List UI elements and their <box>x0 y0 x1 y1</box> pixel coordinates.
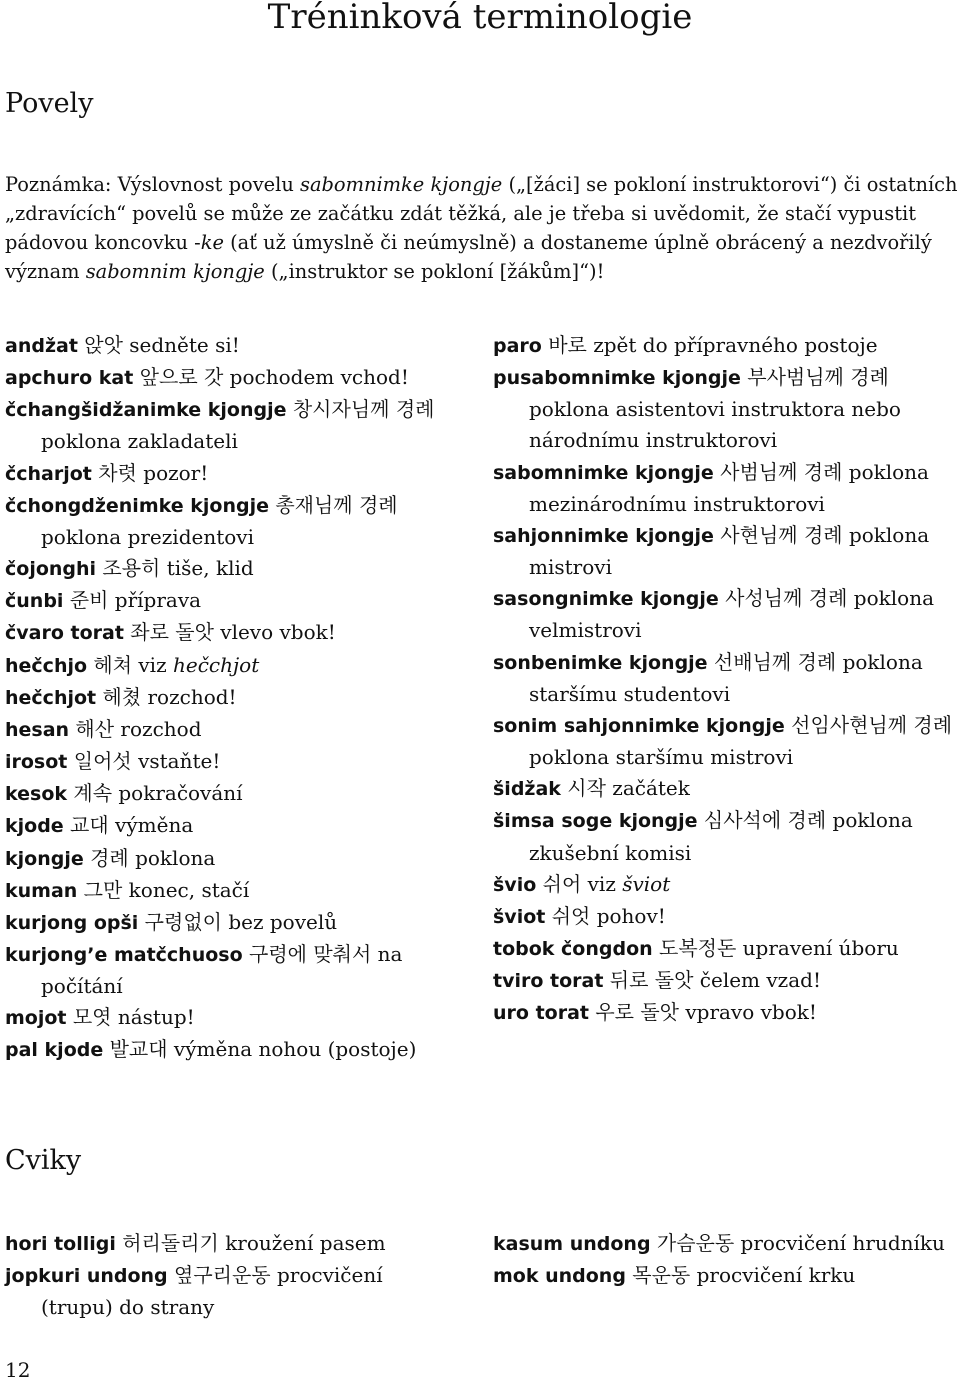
glossary-entry <box>5 650 450 682</box>
glossary-entry <box>493 805 955 868</box>
glossary-entry <box>5 1228 450 1260</box>
glossary-entry <box>5 1034 450 1066</box>
glossary-entry <box>5 553 450 585</box>
glossary-entry <box>493 362 955 456</box>
entry-definition: 옆구리운동 procvičení (trupu) do strany <box>41 1263 383 1320</box>
entry-definition: 해산 rozchod <box>69 716 202 741</box>
glossary-entry <box>493 1228 955 1260</box>
glossary-entry <box>5 490 450 553</box>
entry-definition: 준비 příprava <box>63 588 202 613</box>
glossary-entry <box>493 933 955 965</box>
glossary-entry <box>493 997 955 1029</box>
glossary-entry <box>5 746 450 778</box>
entry-term: irosot <box>5 751 68 774</box>
entry-term: tobok čongdon <box>493 937 653 960</box>
note-text: Poznámka: Výslovnost povelu <box>5 173 300 196</box>
entry-term: pusabomnimke kjongje <box>493 367 741 390</box>
entry-definition: 창시자님께 경례 poklona zakladateli <box>41 397 435 454</box>
glossary-entry <box>493 457 955 520</box>
entry-term: hesan <box>5 718 70 741</box>
glossary-entry <box>493 1260 955 1292</box>
glossary-entry <box>5 330 450 362</box>
entry-term: mok undong <box>493 1265 626 1288</box>
page-title: Tréninková terminologie <box>267 0 693 37</box>
entry-term: andžat <box>5 335 78 357</box>
glossary-entry <box>5 875 450 907</box>
entry-definition: 허리돌리기 kroužení pasem <box>115 1231 386 1255</box>
entry-definition: 조용히 tiše, klid <box>96 556 254 581</box>
entry-term: čchongdženimke kjongje <box>5 494 269 517</box>
entry-term: sabomnimke kjongje <box>493 461 714 484</box>
entry-definition: 선배님께 경례 poklona staršímu studentovi <box>529 649 923 706</box>
entry-term: hečchjo <box>5 654 88 677</box>
entry-term: jopkuri undong <box>5 1265 168 1288</box>
entry-term: čvaro torat <box>5 622 124 645</box>
entry-definition: 일어섯 vstaňte! <box>67 749 221 774</box>
entry-definition: 시작 začátek <box>560 776 690 801</box>
entry-term: apchuro kat <box>5 367 134 390</box>
glossary-entry <box>5 362 450 394</box>
glossary-entry <box>493 869 955 901</box>
glossary-entry <box>493 901 955 933</box>
entry-term: šidžak <box>493 778 561 801</box>
entry-definition: 구령에 맞춰서 na počítání <box>41 941 403 999</box>
entry-term: kesok <box>5 783 68 806</box>
entry-definition: 사범님께 경례 poklona mezinárodnímu instruktorovi <box>529 459 929 516</box>
entry-term: mojot <box>5 1007 67 1030</box>
entry-term: hečchjot <box>5 686 97 709</box>
entry-definition: 심사석에 경례 poklona zkušební komisi <box>529 808 913 865</box>
entry-definition: 우로 돌앗 vpravo vbok! <box>588 1000 817 1025</box>
glossary-entry <box>5 617 450 649</box>
entry-definition: 바로 zpět do přípravného postoje <box>541 333 878 357</box>
entry-term: kurjong opši <box>5 911 139 934</box>
entry-term: šviot <box>493 905 546 928</box>
glossary-entry <box>5 585 450 617</box>
glossary-entry <box>5 939 450 1002</box>
entry-definition: 쉬어 viz <box>536 871 623 896</box>
note-text: („[žáci] se pokloní instruktorovi“) či ostatních „zdravících“ povelů se může ze začátku zdát těžká, ale je třeba si uvědomit, že stačí vypustit pádovou koncovku - <box>5 173 958 254</box>
entry-definition: 도복정돈 upravení úboru <box>652 935 899 960</box>
entry-reference: hečchjot <box>172 652 260 677</box>
note-text: („instruktor se pokloní [žákům]“)! <box>264 260 605 283</box>
entry-term: kjode <box>5 815 64 838</box>
glossary-entry <box>493 520 955 583</box>
entry-term: kuman <box>5 879 78 902</box>
entry-term: pal kjode <box>5 1039 104 1062</box>
glossary-entry <box>493 773 955 805</box>
entry-definition: 헤쳐 viz <box>87 652 173 677</box>
entry-definition: 앞으로 갓 pochodem vchod! <box>133 365 409 390</box>
entry-term: hori tolligi <box>5 1233 116 1255</box>
glossary-entry <box>5 714 450 746</box>
entry-reference: šviot <box>622 871 671 896</box>
entry-definition: 뒤로 돌앗 čelem vzad! <box>603 968 821 993</box>
entry-term: sonbenimke kjongje <box>493 651 708 674</box>
glossary-entry <box>5 682 450 714</box>
entry-definition: 헤쳤 rozchod! <box>96 684 237 709</box>
entry-term: kjongje <box>5 847 84 870</box>
note-italic-term: sabomnim kjongje <box>85 260 265 283</box>
entry-definition: 좌로 돌앗 vlevo vbok! <box>123 620 336 645</box>
entry-definition: 선임사현님께 경례 poklona staršímu mistrovi <box>529 712 953 770</box>
glossary-entry <box>5 394 450 457</box>
glossary-entry <box>5 843 450 875</box>
entry-definition: 쉬엇 pohov! <box>545 903 666 928</box>
entry-definition: 사현님께 경례 poklona mistrovi <box>529 522 930 580</box>
entry-term: kasum undong <box>493 1233 651 1255</box>
entry-term: čchangšidžanimke kjongje <box>5 399 287 422</box>
page-number: 12 <box>5 1358 31 1382</box>
entry-definition: 계속 pokračování <box>67 781 243 806</box>
entry-definition: 사성님께 경례 poklona velmistrovi <box>529 586 935 643</box>
glossary-entry <box>5 810 450 842</box>
entry-definition: 모엿 nástup! <box>66 1005 195 1030</box>
note-text: (ať už úmyslně či neúmyslně) a dostaneme úplně obrácený a nezdvořilý význam <box>5 231 932 283</box>
glossary-entry <box>5 907 450 939</box>
entry-term: sasongnimke kjongje <box>493 588 719 611</box>
note-italic-suffix: ke <box>200 231 224 254</box>
entry-definition: 교대 výměna <box>63 813 194 838</box>
entry-term: čunbi <box>5 590 64 613</box>
entry-term: čojonghi <box>5 558 97 581</box>
exercises-left-column <box>5 1228 450 1323</box>
note-paragraph <box>5 170 960 286</box>
glossary-entry <box>493 330 955 362</box>
entry-definition: 부사범님께 경례 poklona asistentovi instruktora nebo národnímu instruktorovi <box>529 365 901 453</box>
section-heading-cviky: Cviky <box>5 1145 82 1176</box>
entry-term: tviro torat <box>493 970 604 993</box>
commands-left-column <box>5 330 450 1067</box>
glossary-entry <box>5 1260 450 1323</box>
entry-definition: 앉앗 sedněte si! <box>77 333 240 357</box>
entry-definition: 발교대 výměna nohou (postoje) <box>103 1037 417 1062</box>
glossary-entry <box>493 583 955 646</box>
glossary-entry <box>493 710 955 773</box>
glossary-entry <box>5 458 450 490</box>
entry-term: sahjonnimke kjongje <box>493 524 714 547</box>
entry-definition: 차렷 pozor! <box>91 460 209 485</box>
entry-definition: 구령없이 bez povelů <box>138 909 338 934</box>
glossary-entry <box>493 647 955 710</box>
entry-term: paro <box>493 335 542 357</box>
exercises-right-column <box>493 1228 955 1292</box>
note-italic-term: sabomnimke kjongje <box>300 173 503 196</box>
entry-term: sonim sahjonnimke kjongje <box>493 714 785 737</box>
entry-term: čcharjot <box>5 462 92 485</box>
entry-definition: 목운동 procvičení krku <box>625 1263 856 1288</box>
glossary-entry <box>493 965 955 997</box>
entry-definition: 가슴운동 procvičení hrudníku <box>650 1231 945 1255</box>
entry-term: kurjong’e matčchuoso <box>5 943 243 966</box>
entry-definition: 경례 poklona <box>83 845 216 870</box>
entry-term: uro torat <box>493 1002 589 1025</box>
commands-right-column <box>493 330 955 1029</box>
glossary-entry <box>5 778 450 810</box>
glossary-entry <box>5 1002 450 1034</box>
entry-term: šimsa soge kjongje <box>493 810 698 833</box>
entry-definition: 그만 konec, stačí <box>77 877 250 902</box>
section-heading-povely: Povely <box>5 88 94 119</box>
entry-definition: 총재님께 경례 poklona prezidentovi <box>41 492 398 549</box>
entry-term: švio <box>493 873 537 896</box>
